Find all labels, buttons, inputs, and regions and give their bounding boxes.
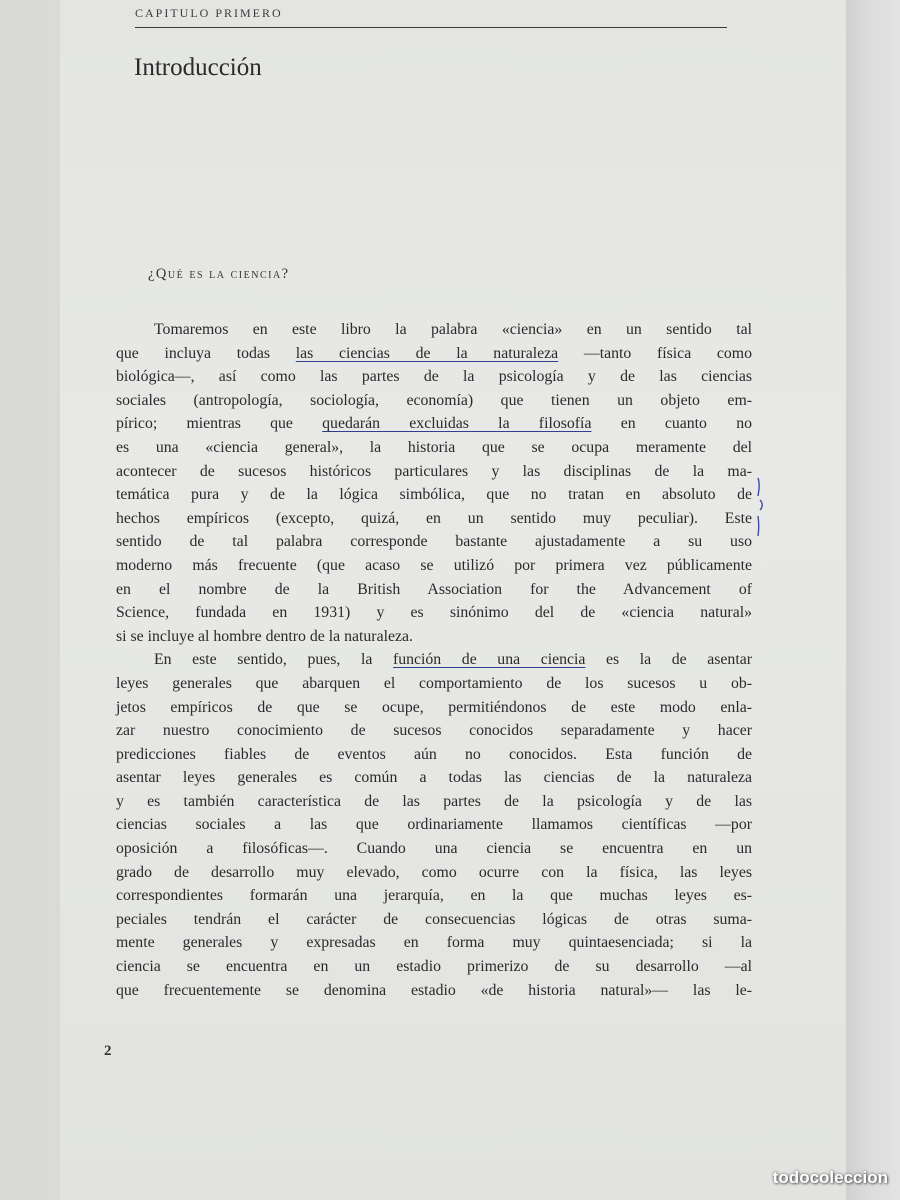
text-line: leyes generales que abarquen el comportamiento de los sucesos u ob- xyxy=(116,674,752,692)
text-line: biológica—, así como las partes de la psicología y de las ciencias xyxy=(116,368,752,386)
running-header: CAPITULO PRIMERO xyxy=(135,6,283,20)
text-line: peciales tendrán el carácter de consecuencias lógicas de otras suma- xyxy=(116,910,752,928)
text-line: jetos empíricos de que se ocupe, permitiéndonos de este modo enla- xyxy=(116,698,752,716)
text-line: Science, fundada en 1931) y es sinónimo del de «ciencia natural» xyxy=(116,604,752,622)
text-line: mente generales y expresadas en forma muy quintaesenciada; si la xyxy=(116,934,752,952)
paragraph xyxy=(116,318,752,648)
section-heading xyxy=(148,266,290,283)
text-line: oposición a filosóficas—. Cuando una ciencia se encuentra en un xyxy=(116,840,752,858)
text-line: En este sentido, pues, la función de una ciencia es la de asentar xyxy=(154,651,752,669)
text-line: en el nombre de la British Association for the Advancement of xyxy=(116,580,752,598)
text-line: moderno más frecuente (que acaso se utilizó por primera vez públicamente xyxy=(116,556,752,574)
margin-pencil-marks xyxy=(755,476,769,538)
text-line: sociales (antropología, sociología, economía) que tienen un objeto em- xyxy=(116,391,752,409)
text-line: Tomaremos en este libro la palabra «ciencia» en un sentido tal xyxy=(154,321,752,338)
text-line: ciencias sociales a las que ordinariamente llamamos científicas —por xyxy=(116,816,752,834)
paragraph xyxy=(116,648,752,1002)
chapter-title: Introducción xyxy=(134,54,262,81)
text-line: es una «ciencia general», la historia que se ocupa meramente del xyxy=(116,438,752,456)
text-line: sentido de tal palabra corresponde bastante ajustadamente a su uso xyxy=(116,533,752,551)
text-line: temática pura y de la lógica simbólica, que no tratan en absoluto de xyxy=(116,486,752,504)
text-line: pírico; mientras que quedarán excluidas la filosofía en cuanto no xyxy=(116,415,752,433)
watermark-logo: todocoleccion xyxy=(772,1168,888,1187)
page-number: 2 xyxy=(104,1043,112,1059)
text-line: predicciones fiables de eventos aún no conocidos. Esta función de xyxy=(116,745,752,763)
text-line: correspondientes formarán una jerarquía, en la que muchas leyes es- xyxy=(116,887,752,905)
text-line: hechos empíricos (excepto, quizá, en un sentido muy peculiar). Este xyxy=(116,509,752,527)
text-line: y es también característica de las partes de la psicología y de las xyxy=(116,792,752,810)
text-line: que incluya todas las ciencias de la naturaleza —tanto física como xyxy=(116,344,752,362)
text-line: que frecuentemente se denomina estadio «de historia natural»— las le- xyxy=(116,981,752,999)
text-line: grado de desarrollo muy elevado, como ocurre con la física, las leyes xyxy=(116,863,752,881)
body-text xyxy=(116,318,752,1002)
section-heading-text: ¿Qué es la ciencia? xyxy=(148,266,290,282)
text-line: si se incluye al hombre dentro de la naturaleza. xyxy=(116,627,413,645)
header-rule xyxy=(135,27,727,28)
text-line: ciencia se encuentra en un estadio primerizo de su desarrollo —al xyxy=(116,958,752,976)
text-line: zar nuestro conocimiento de sucesos conocidos separadamente y hacer xyxy=(116,722,752,740)
text-line: asentar leyes generales es común a todas las ciencias de la naturaleza xyxy=(116,769,752,787)
adjacent-page-edge xyxy=(846,0,900,1200)
text-line: acontecer de sucesos históricos particulares y las disciplinas de la ma- xyxy=(116,462,752,480)
